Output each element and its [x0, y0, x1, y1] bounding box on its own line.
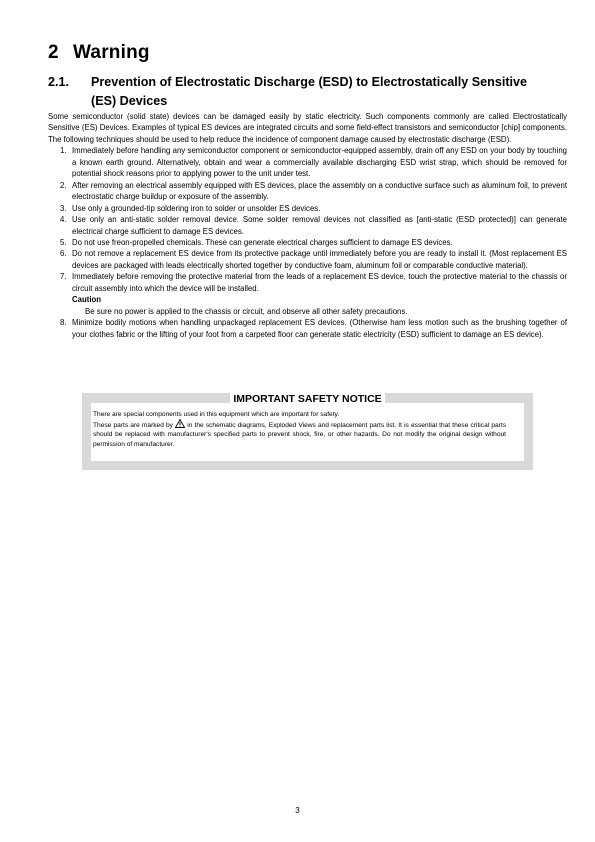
section-number: 2 [48, 42, 59, 63]
page-number: 3 [295, 806, 300, 815]
list-item-number: 4. [60, 215, 67, 225]
intro-paragraph: Some semiconductor (solid state) devices can be damaged easily by static electricity. Such components commonly are called Electrostatically Sensitive (ES) Devices. Examples of typical ES devices are integrated circuits and some field-effect transistors and semiconductor [chip] components. The following techniques should be used to help reduce the incidence of component damage caused by electrostatic discharge (ESD). [48, 112, 567, 144]
list-item-text: Use only a grounded-tip soldering iron to solder or unsolder ES devices. [72, 203, 321, 213]
list-item-text: Immediately before removing the protective material from the leads of a replacement ES device, touch the protective material to the chassis or circuit assembly into which the device will be installed. [72, 272, 567, 293]
list-item-number: 1. [60, 146, 67, 156]
body-text [48, 111, 567, 340]
list-item-text: Use only an anti-static solder removal device. Some solder removal devices not classified as [anti-static (ESD protected)] can generate electrical charge sufficient to damage ES devices. [72, 215, 567, 236]
list-item [48, 180, 567, 203]
list-item-number: 6. [60, 249, 67, 259]
esd-technique-list [48, 145, 567, 340]
subsection-number: 2.1. [48, 75, 70, 89]
list-item-text: Immediately before handling any semiconductor component or semiconductor-equipped assembly, drain off any ESD on your body by touching a known earth ground. Alternatively, obtain and wear a commercially available discharging ESD wrist strap, which should be removed for potential shock reasons prior to applying power to the unit under test. [72, 146, 567, 179]
safety-notice-text [93, 410, 506, 449]
list-item [48, 237, 567, 248]
list-item-number: 2. [60, 180, 67, 190]
list-item-number: 3. [60, 203, 67, 213]
list-item-number: 8. [60, 318, 67, 328]
safety-notice-box [82, 393, 533, 470]
list-item [48, 214, 567, 237]
list-item [48, 203, 567, 214]
list-item-number: 5. [60, 237, 67, 247]
list-item-text: Do not remove a replacement ES device from its protective package until immediately before you are ready to install it. (Most replacement ES devices are packaged with leads electrically shorted together by conductive foam, aluminum foil or comparable conductive material). [72, 249, 567, 270]
list-item-text: Minimize bodily motions when handling unpackaged replacement ES devices. (Otherwise ham less motion such as the brushing together of your clothes fabric or the lifting of your foot from a carpeted floor can generate static electricity (ESD) sufficient to damage an ES device). [72, 318, 567, 339]
list-item [48, 271, 567, 317]
list-item [48, 145, 567, 179]
safety-notice-line1: There are special components used in this equipment which are important for safety. [93, 411, 340, 418]
list-item-text: Do not use freon-propelled chemicals. These can generate electrical charges sufficient to damage ES devices. [72, 237, 453, 247]
list-item [48, 317, 567, 340]
caution-text: Be sure no power is applied to the chassis or circuit, and observe all other safety precautions. [85, 306, 408, 316]
list-item-number: 7. [60, 272, 67, 282]
list-item-text: After removing an electrical assembly equipped with ES devices, place the assembly on a conductive surface such as aluminum foil, to prevent electrostatic charge buildup or exposure of the assembly. [72, 180, 567, 202]
section-title: Warning [73, 42, 150, 63]
caution-title: Caution [72, 295, 102, 305]
warning-triangle-icon [175, 419, 185, 428]
list-item [48, 248, 567, 271]
subsection-title: Prevention of Electrostatic Discharge (ESD) to Electrostatically Sensitive (ES) Devices [91, 75, 528, 108]
safety-notice-line2: These parts are marked by in the schematic diagrams, Exploded Views and replacement parts list. It is essential that these critical parts should be replaced with manufacturer's specified parts to prevent shock, fire, or other hazards. Do not modify the original design without permission of manufacturer. [93, 419, 506, 449]
section-heading [48, 42, 150, 64]
safety-notice-title: IMPORTANT SAFETY NOTICE [82, 393, 533, 406]
